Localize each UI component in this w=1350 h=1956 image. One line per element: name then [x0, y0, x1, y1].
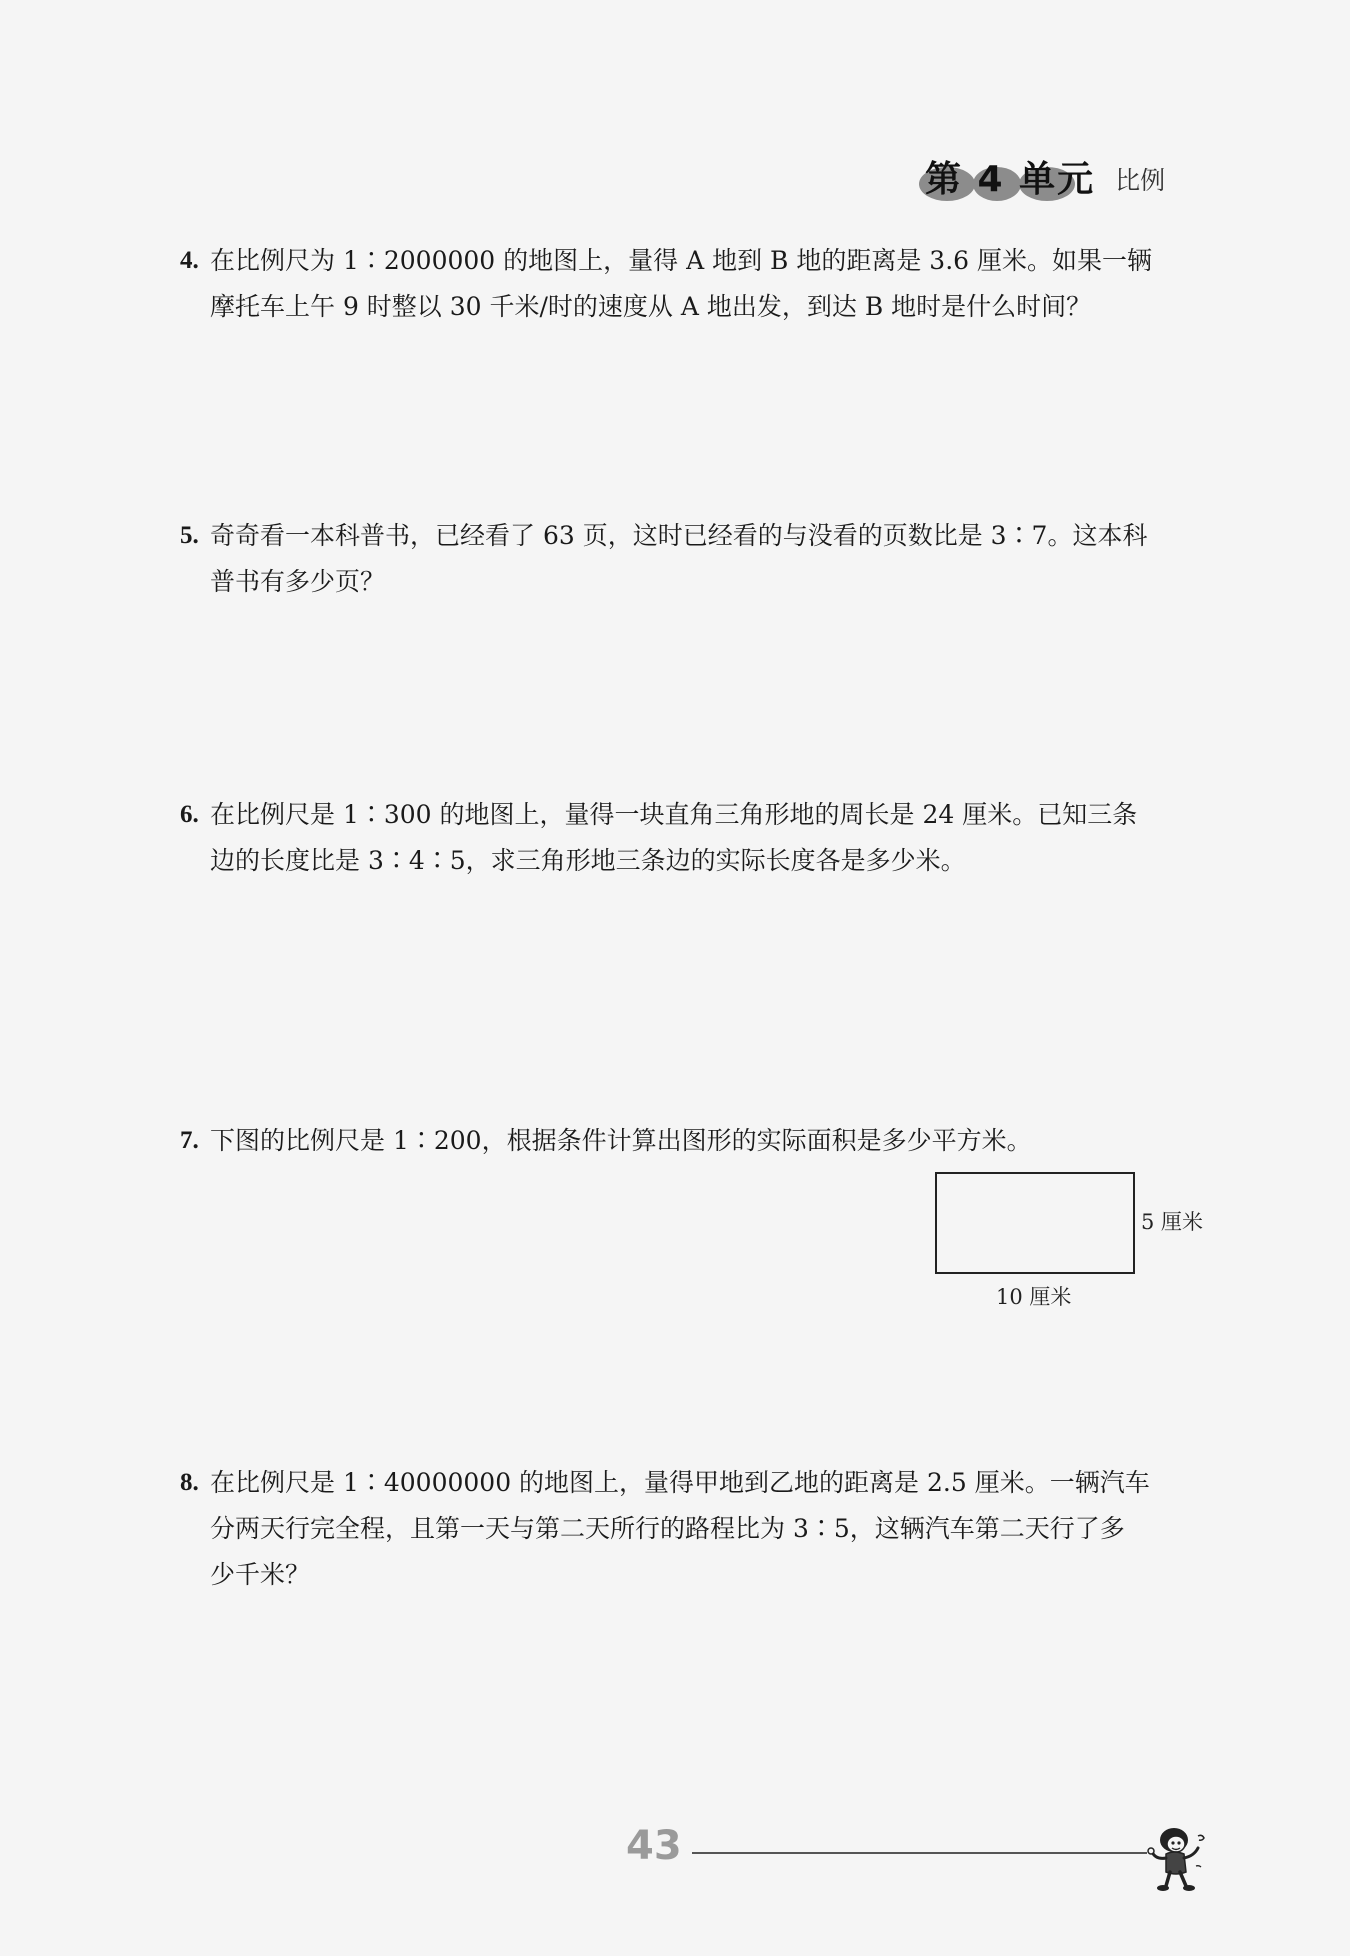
unit-title: 第 4 单元 [925, 158, 1096, 200]
problem-8 [180, 1460, 1210, 1598]
unit-header [925, 148, 1165, 204]
problem-text-line: 少千米？ [210, 1560, 311, 1589]
rectangle-figure [935, 1172, 1135, 1274]
problem-number: 5. [180, 522, 199, 549]
rectangle-height-label: 5 厘米 [1141, 1210, 1204, 1234]
problem-text-line: 分两天行完全程，且第一天与第二天所行的路程比为 3∶5，这辆汽车第二天行了多 [210, 1514, 1125, 1543]
problem-6 [180, 792, 1210, 884]
problem-text-line: 摩托车上午 9 时整以 30 千米/时的速度从 A 地出发，到达 B 地时是什么时间？ [210, 292, 1092, 321]
problem-number: 8. [180, 1469, 199, 1496]
problem-7 [180, 1118, 1210, 1164]
problem-number: 6. [180, 801, 199, 828]
problem-text-line: 在比例尺是 1∶40000000 的地图上，量得甲地到乙地的距离是 2.5 厘米。一辆汽车 [210, 1468, 1150, 1497]
unit-subtitle: 比例 [1115, 166, 1166, 195]
problem-text-line: 下图的比例尺是 1∶200，根据条件计算出图形的实际面积是多少平方米。 [210, 1126, 1032, 1155]
problem-text-line: 奇奇看一本科普书，已经看了 63 页，这时已经看的与没看的页数比是 3∶7。这本科 [210, 521, 1148, 550]
footer-divider [692, 1852, 1147, 1854]
problem-text-line: 在比例尺为 1∶2000000 的地图上，量得 A 地到 B 地的距离是 3.6 厘米。如果一辆 [210, 246, 1153, 275]
problem-text-line: 普书有多少页？ [210, 567, 386, 596]
unit-badge [925, 151, 1095, 201]
problem-number: 4. [180, 247, 199, 274]
page-number: 43 [626, 1823, 682, 1869]
problem-4 [180, 238, 1210, 330]
problem-text-line: 边的长度比是 3∶4∶5，求三角形地三条边的实际长度各是多少米。 [210, 846, 966, 875]
problem-5 [180, 513, 1210, 605]
problem-text-line: 在比例尺是 1∶300 的地图上，量得一块直角三角形地的周长是 24 厘米。已知三条 [210, 800, 1138, 829]
cartoon-mascot-icon [1140, 1816, 1220, 1896]
rectangle-width-label: 10 厘米 [996, 1285, 1072, 1309]
problem-number: 7. [180, 1127, 199, 1154]
